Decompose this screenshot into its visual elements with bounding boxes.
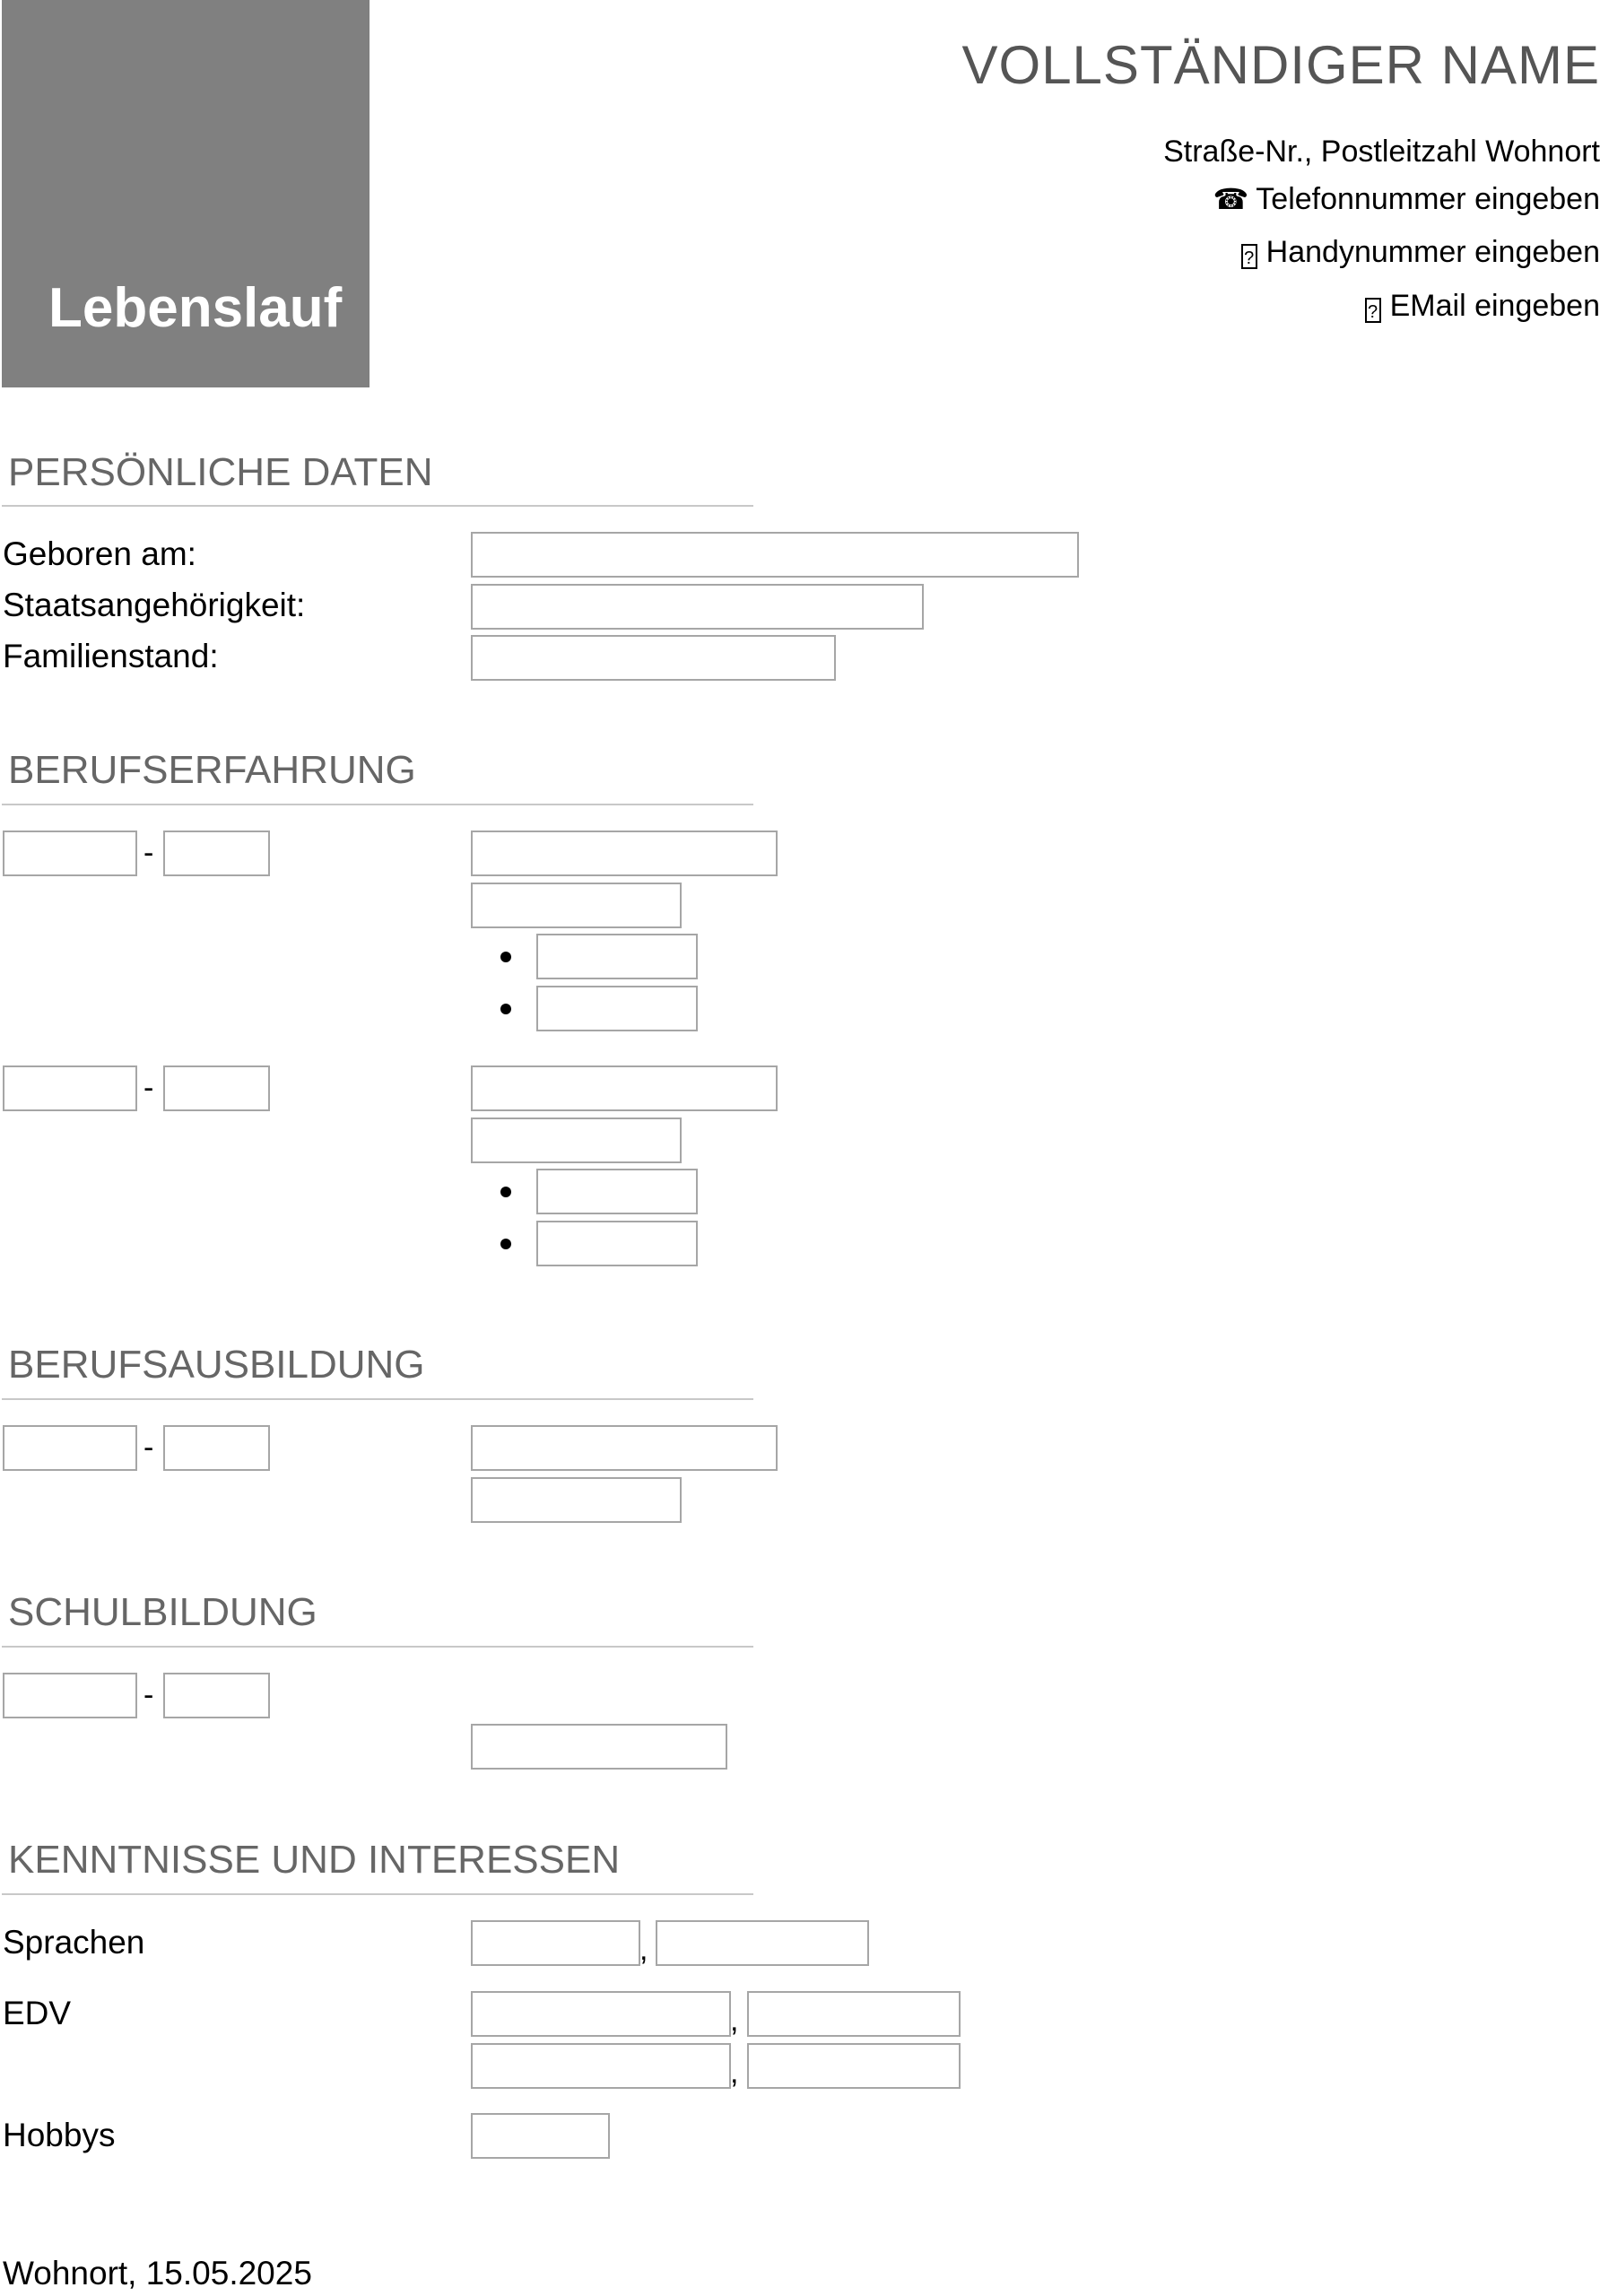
section-heading-training: BERUFSAUSBILDUNG	[8, 1343, 425, 1387]
bullet	[500, 1187, 511, 1197]
mobile-line	[793, 235, 1600, 270]
experience-2-task-1-field[interactable]	[536, 1169, 698, 1214]
section-heading-school: SCHULBILDUNG	[8, 1590, 317, 1634]
date-separator: -	[143, 836, 154, 870]
experience-1-position-field[interactable]	[471, 831, 778, 876]
it-skill-2-field[interactable]	[747, 1991, 961, 2037]
training-institution-field[interactable]	[471, 1477, 682, 1523]
bullet	[500, 952, 511, 962]
marital-status-field[interactable]	[471, 635, 836, 681]
separator-comma: ,	[639, 1933, 648, 1967]
born-field[interactable]	[471, 532, 1079, 578]
training-title-field[interactable]	[471, 1425, 778, 1471]
experience-2-task-2-field[interactable]	[536, 1221, 698, 1266]
school-name-field[interactable]	[471, 1724, 727, 1770]
born-label: Geboren am:	[3, 535, 196, 572]
date-separator: -	[143, 1678, 154, 1712]
full-name: VOLLSTÄNDIGER NAME	[961, 35, 1600, 95]
section-divider	[2, 1398, 753, 1400]
section-divider	[2, 505, 753, 507]
email-line	[793, 289, 1600, 324]
language-1-field[interactable]	[471, 1920, 640, 1966]
hobbies-label: Hobbys	[3, 2117, 116, 2153]
date-separator: -	[143, 1071, 154, 1105]
telephone-icon: ☎	[1213, 183, 1249, 215]
date-separator: -	[143, 1431, 154, 1465]
section-heading-skills: KENNTNISSE UND INTERESSEN	[8, 1838, 621, 1882]
marital-status-label: Familienstand:	[3, 638, 219, 674]
experience-1-task-1-field[interactable]	[536, 934, 698, 979]
title-box	[2, 0, 370, 387]
experience-2-end-date-field[interactable]	[163, 1065, 270, 1111]
section-divider	[2, 1893, 753, 1895]
separator-comma: ,	[730, 2056, 739, 2090]
bullet	[500, 1004, 511, 1014]
experience-2-company-field[interactable]	[471, 1118, 682, 1163]
it-skills-label: EDV	[3, 1995, 72, 2031]
languages-label: Sprachen	[3, 1924, 145, 1961]
it-skill-1-field[interactable]	[471, 1991, 731, 2037]
experience-1-end-date-field[interactable]	[163, 831, 270, 876]
experience-2-start-date-field[interactable]	[3, 1065, 137, 1111]
phone-text: Telefonnummer eingeben	[1256, 182, 1600, 216]
separator-comma: ,	[730, 2004, 739, 2038]
it-skill-4-field[interactable]	[747, 2043, 961, 2089]
email-text: EMail eingeben	[1389, 289, 1600, 323]
document-title: Lebenslauf	[48, 277, 343, 339]
language-2-field[interactable]	[656, 1920, 869, 1966]
hobbies-field[interactable]	[471, 2113, 610, 2159]
bullet	[500, 1239, 511, 1249]
training-end-date-field[interactable]	[163, 1425, 270, 1471]
school-end-date-field[interactable]	[163, 1673, 270, 1718]
experience-1-start-date-field[interactable]	[3, 831, 137, 876]
section-heading-personal: PERSÖNLICHE DATEN	[8, 450, 433, 494]
experience-2-position-field[interactable]	[471, 1065, 778, 1111]
experience-1-company-field[interactable]	[471, 883, 682, 928]
school-start-date-field[interactable]	[3, 1673, 137, 1718]
training-start-date-field[interactable]	[3, 1425, 137, 1471]
section-divider	[2, 804, 753, 805]
nationality-field[interactable]	[471, 584, 924, 630]
it-skill-3-field[interactable]	[471, 2043, 731, 2089]
address-line: Straße-Nr., Postleitzahl Wohnort	[1163, 135, 1600, 169]
section-divider	[2, 1646, 753, 1648]
place-date: Wohnort, 15.05.2025	[3, 2255, 312, 2292]
experience-1-task-2-field[interactable]	[536, 986, 698, 1031]
phone-line	[793, 182, 1600, 217]
mobile-text: Handynummer eingeben	[1265, 235, 1600, 269]
missing-glyph-icon: ?	[1365, 298, 1381, 323]
missing-glyph-icon: ?	[1241, 244, 1257, 269]
section-heading-experience: BERUFSERFAHRUNG	[8, 748, 416, 792]
nationality-label: Staatsangehörigkeit:	[3, 587, 306, 623]
